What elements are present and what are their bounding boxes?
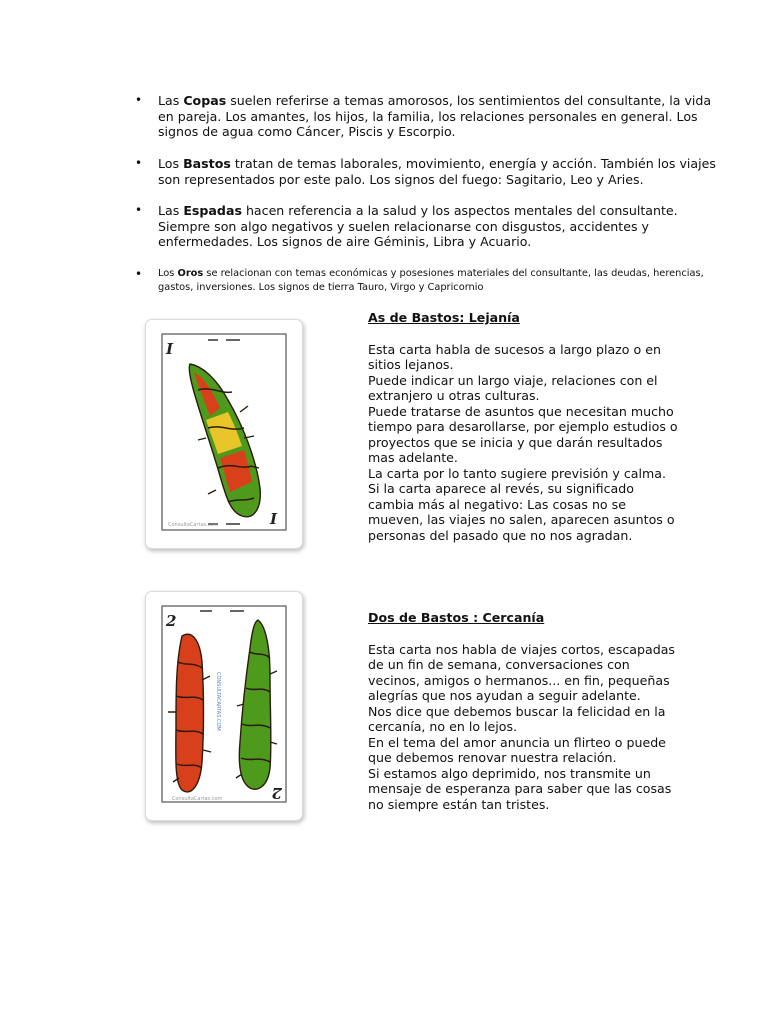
item-text: hacen referencia a la salud y los aspectos mentales del consultante. Siempre son algo negativos y suelen relacionarse con disgustos, accidentes y enfermedades. Los signos de aire Géminis, Libra y Acuario.	[158, 203, 678, 249]
suit-list	[0, 0, 768, 300]
text-line: vecinos, amigos o hermanos... en fin, pequeñas	[368, 672, 670, 688]
text-line: alegrías que nos ayudan a seguir adelante.	[368, 688, 641, 703]
suit-name: Oros	[177, 268, 204, 279]
item-prefix: Los	[158, 268, 178, 279]
bullet-dot: •	[135, 93, 143, 107]
suit-name: Bastos	[183, 156, 231, 171]
section-title: Dos de Bastos : Cercanía	[368, 610, 545, 625]
text-line: tiempo para desarollarse, por ejemplo estudios o	[368, 419, 678, 434]
card-side-text: CONSULTACARTAS.COM	[215, 672, 221, 731]
bullet-dot: •	[135, 156, 143, 170]
as-de-bastos-illustration	[146, 320, 302, 548]
section-as-de-bastos	[368, 310, 688, 543]
text-line: extranjero u otras culturas.	[368, 388, 540, 403]
list-item-bastos	[135, 156, 718, 187]
text-line: mas adelante.	[368, 450, 458, 465]
text-line: cercanía, no en lo lejos.	[368, 719, 518, 734]
text-line: no siempre están tan tristes.	[368, 796, 550, 812]
card-watermark: ConsultaCartas.com	[168, 522, 219, 528]
dos-de-bastos-illustration	[146, 592, 302, 820]
text-line: sitios lejanos.	[368, 357, 454, 372]
text-line: de un fin de semana, conversaciones con	[368, 657, 630, 672]
list-item-espadas	[135, 203, 718, 250]
text-line: mueven, las viajes no salen, aparecen asuntos o	[368, 512, 675, 527]
text-line: mensaje de esperanza para saber que las cosas	[368, 781, 672, 796]
item-text: se relacionan con temas económicas y posesiones materiales del consultante, las deudas, herencias, gastos, inversiones. Los signos de tierra Tauro, Virgo y Capricornio	[158, 268, 704, 293]
card-as-de-bastos	[146, 320, 302, 548]
card-dos-de-bastos	[146, 592, 302, 820]
text-line: Si estamos algo deprimido, nos transmite un	[368, 765, 651, 781]
bullet-dot: •	[135, 267, 143, 281]
item-prefix: Las	[158, 93, 184, 108]
text-line: personas del pasado que no nos agradan.	[368, 527, 633, 543]
card-number: 2	[166, 612, 177, 630]
item-prefix: Los	[158, 156, 184, 171]
text-line: En el tema del amor anuncia un flirteo o puede	[368, 734, 666, 750]
text-line: Nos dice que debemos buscar la felicidad en la	[368, 703, 666, 719]
red-club-icon	[168, 634, 211, 792]
item-prefix: Las	[158, 203, 184, 218]
card-watermark: ConsultaCartas.com	[172, 796, 223, 802]
club-icon	[189, 364, 260, 517]
text-line: Puede indicar un largo viaje, relaciones con el	[368, 372, 658, 388]
list-item-oros	[135, 267, 718, 295]
section-body	[368, 342, 688, 544]
list-item-copas	[135, 93, 718, 140]
text-line: cambia más al negativo: Las cosas no se	[368, 496, 626, 512]
section-title: As de Bastos: Lejanía	[368, 310, 520, 325]
text-line: Esta carta nos habla de viajes cortos, escapadas	[368, 641, 675, 657]
bullet-dot: •	[135, 203, 143, 217]
card-number-bottom: I	[270, 510, 278, 528]
suit-name: Copas	[183, 93, 227, 108]
section-body	[368, 642, 688, 813]
card-number: I	[166, 340, 174, 358]
text-line: La carta por lo tanto sugiere previsión y calma.	[368, 465, 666, 481]
card-number-bottom: 2	[271, 784, 282, 802]
text-line: que debemos renovar nuestra relación.	[368, 750, 617, 765]
suit-name: Espadas	[183, 203, 242, 218]
text-line: Esta carta habla de sucesos a largo plazo o en	[368, 341, 661, 357]
green-club-icon	[236, 620, 277, 789]
text-line: proyectos que se inicia y que darán resultados	[368, 434, 663, 450]
text-line: Si la carta aparece al revés, su significado	[368, 481, 634, 496]
item-text: suelen referirse a temas amorosos, los sentimientos del consultante, la vida en pareja. Los amantes, los hijos, la familia, los relaciones personales en general. Los signos de agua como Cáncer, Piscis y Escorpio.	[158, 93, 712, 139]
item-text: tratan de temas laborales, movimiento, energía y acción. También los viajes son representados por este palo. Los signos del fuego: Sagitario, Leo y Aries.	[158, 156, 716, 187]
text-line: Puede tratarse de asuntos que necesitan mucho	[368, 403, 674, 419]
section-dos-de-bastos	[368, 610, 688, 812]
